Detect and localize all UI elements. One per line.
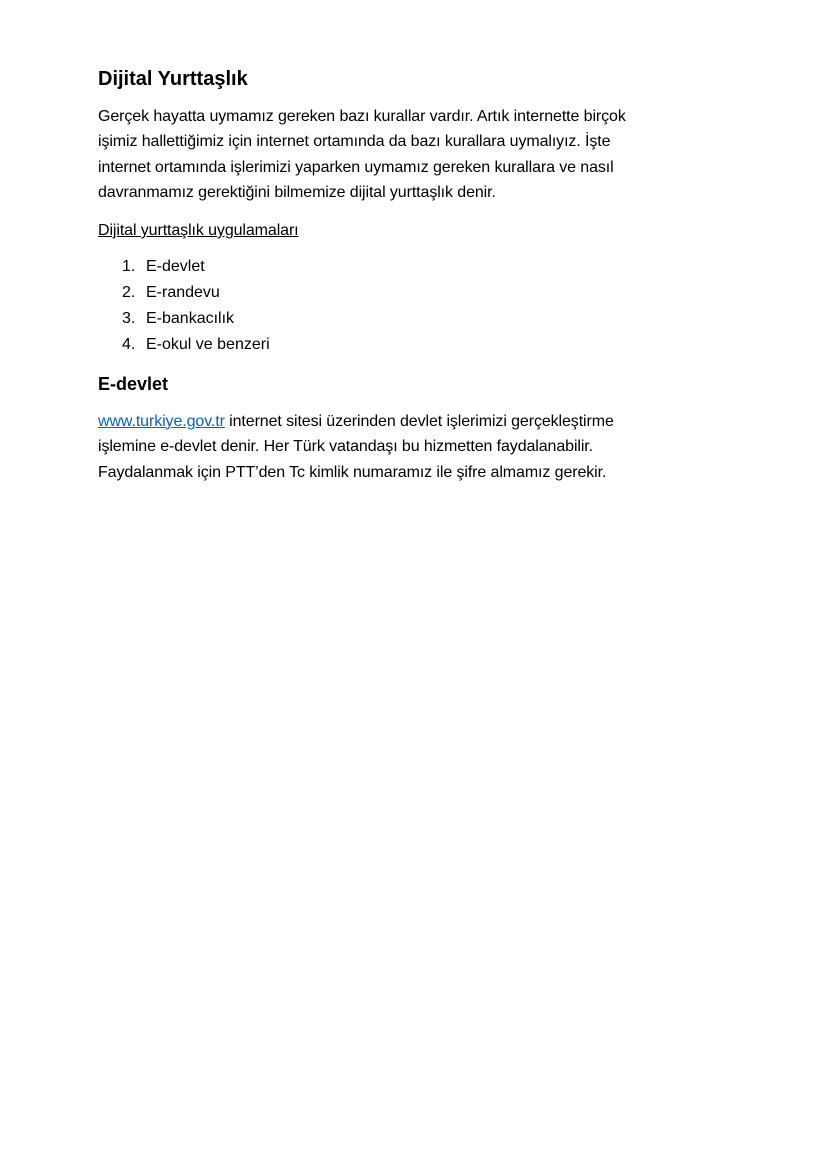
list-item [122,284,220,302]
list-number: 2. [122,284,136,301]
turkiye-gov-link[interactable]: www.turkiye.gov.tr [98,413,225,430]
list-text: E-okul ve benzeri [146,336,270,353]
section-line-text: internet sitesi üzerinden devlet işlerimizi gerçekleştirme [224,413,614,430]
section-heading: E-devlet [98,374,169,394]
list-text: E-randevu [146,284,220,301]
list-item [122,336,270,354]
intro-line: internet ortamında işlerimizi yaparken uymamız gereken kurallara ve nasıl [98,159,614,176]
section-line: Faydalanmak için PTT’den Tc kimlik numaramız ile şifre almamız gerekir. [98,464,607,481]
intro-line: işimiz hallettiğimiz için internet ortamında da bazı kurallara uymalıyız. İşte [98,133,611,150]
intro-line: Gerçek hayatta uymamız gereken bazı kurallar vardır. Artık internette birçok [98,108,626,125]
list-item [122,258,205,276]
list-item [122,310,234,328]
list-text: E-devlet [146,258,205,275]
intro-line: davranmamız gerektiğini bilmemize dijital yurttaşlık denir. [98,184,496,201]
page-title: Dijital Yurttaşlık [98,68,248,90]
list-number: 3. [122,310,136,327]
subheading: Dijital yurttaşlık uygulamaları [98,222,299,239]
section-line: işlemine e-devlet denir. Her Türk vatandaşı bu hizmetten faydalanabilir. [98,438,593,455]
section-line [98,413,614,431]
list-number: 4. [122,336,136,353]
list-number: 1. [122,258,136,275]
list-text: E-bankacılık [146,310,235,327]
